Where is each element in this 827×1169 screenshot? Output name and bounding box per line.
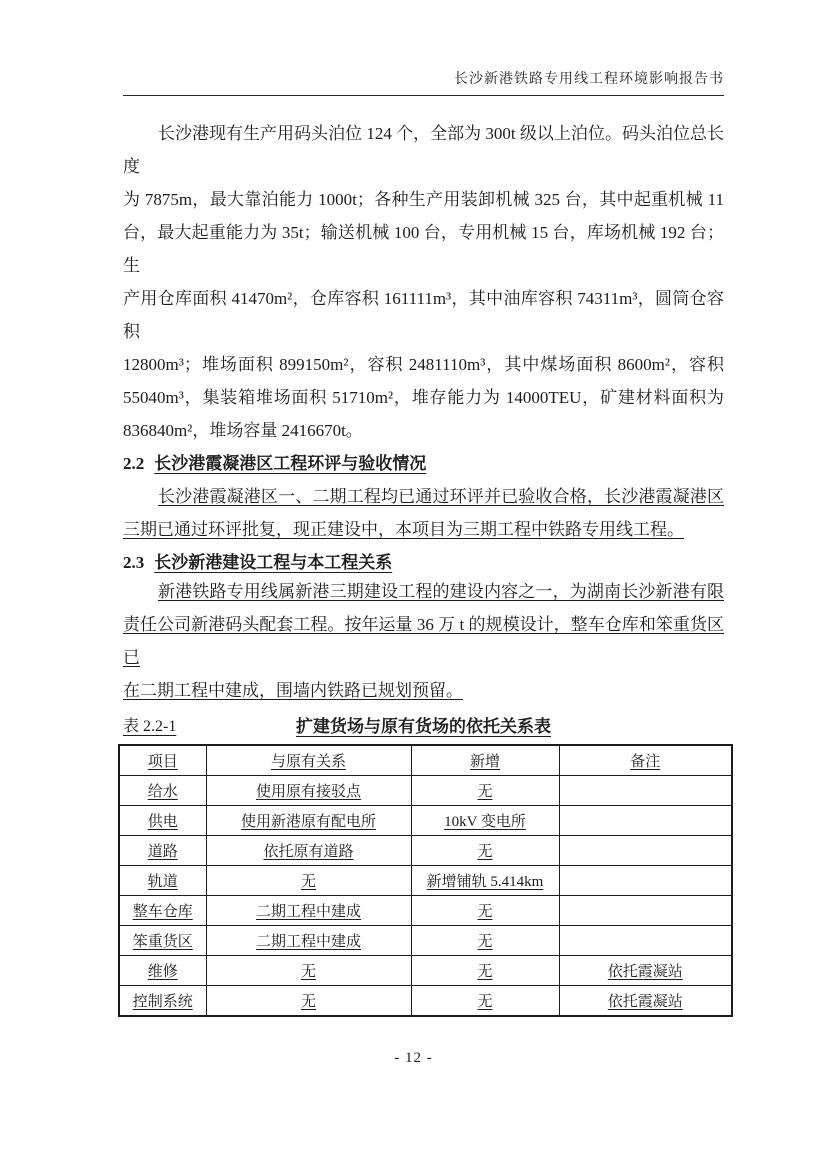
paragraph-port-status [123, 117, 724, 447]
table-caption-label: 表 2.2-1 [123, 718, 177, 735]
paragraph-2-3 [123, 575, 724, 707]
table-caption [123, 713, 724, 741]
table-cell [559, 866, 732, 896]
relationship-table [118, 744, 733, 1017]
table-row [119, 836, 732, 866]
table-cell: 供电 [119, 806, 206, 836]
table-row [119, 776, 732, 806]
table-row [119, 866, 732, 896]
table-cell: 10kV 变电所 [411, 806, 559, 836]
table-cell [559, 806, 732, 836]
table-caption-title: 扩建货场与原有货场的依托关系表 [296, 717, 551, 736]
table-cell [559, 926, 732, 956]
body-line: 为 7875m，最大靠泊能力 1000t；各种生产用装卸机械 325 台，其中起重机械 11 [123, 190, 724, 209]
table-cell: 控制系统 [119, 986, 206, 1017]
table-cell: 轨道 [119, 866, 206, 896]
table-cell: 无 [411, 896, 559, 926]
table-cell: 给水 [119, 776, 206, 806]
paragraph-2-2 [123, 480, 724, 546]
table-cell: 无 [206, 956, 411, 986]
body-line: 长沙港霞凝港区一、二期工程均已通过环评并已验收合格，长沙港霞凝港区 [158, 487, 724, 506]
table-header-cell: 与原有关系 [206, 745, 411, 776]
table-cell [559, 776, 732, 806]
page-header [123, 70, 724, 96]
table-cell: 无 [411, 986, 559, 1017]
body-line: 三期已通过环评批复，现正建设中，本项目为三期工程中铁路专用线工程。 [123, 520, 684, 539]
body-line: 长沙港现有生产用码头泊位 124 个，全部为 300t 级以上泊位。码头泊位总长度 [123, 124, 724, 176]
heading-title: 长沙新港建设工程与本工程关系 [154, 553, 393, 572]
table-header-cell: 备注 [559, 745, 732, 776]
table-cell: 无 [411, 776, 559, 806]
table-cell: 二期工程中建成 [206, 926, 411, 956]
table-cell: 使用新港原有配电所 [206, 806, 411, 836]
header-title: 长沙新港铁路专用线工程环境影响报告书 [454, 72, 724, 87]
body-line: 836840m²，堆场容量 2416670t。 [123, 421, 363, 440]
heading-title: 长沙港霞凝港区工程环评与验收情况 [154, 454, 427, 473]
table-row [119, 896, 732, 926]
table-cell: 使用原有接驳点 [206, 776, 411, 806]
table-cell: 无 [411, 836, 559, 866]
table-cell: 依托原有道路 [206, 836, 411, 866]
table-cell: 无 [206, 986, 411, 1017]
heading-number: 2.3 [123, 553, 145, 572]
table-row [119, 986, 732, 1017]
page-number: - 12 - [394, 1050, 433, 1066]
table-cell: 无 [411, 926, 559, 956]
table-cell: 笨重货区 [119, 926, 206, 956]
body-line: 责任公司新港码头配套工程。按年运量 36 万 t 的规模设计，整车仓库和笨重货区已 [123, 615, 724, 667]
table-cell: 无 [411, 956, 559, 986]
table-cell: 依托霞凝站 [559, 986, 732, 1017]
heading-number: 2.2 [123, 454, 145, 473]
table-cell: 依托霞凝站 [559, 956, 732, 986]
body-line: 新港铁路专用线属新港三期建设工程的建设内容之一，为湖南长沙新港有限 [158, 582, 724, 601]
body-line: 产用仓库面积 41470m²，仓库容积 161111m³，其中油库容积 74311m³，圆筒仓容积 [123, 289, 724, 341]
table-cell: 新增铺轨 5.414km [411, 866, 559, 896]
table-cell: 无 [206, 866, 411, 896]
table-cell: 整车仓库 [119, 896, 206, 926]
table-cell: 二期工程中建成 [206, 896, 411, 926]
table-cell [559, 836, 732, 866]
table-cell [559, 896, 732, 926]
table-header-cell: 新增 [411, 745, 559, 776]
body-line: 55040m³，集装箱堆场面积 51710m²，堆存能力为 14000TEU，矿建材料面积为 [123, 388, 724, 407]
body-line: 在二期工程中建成，围墙内铁路已规划预留。 [123, 681, 463, 700]
table-row [119, 926, 732, 956]
table-cell: 道路 [119, 836, 206, 866]
table-header-cell: 项目 [119, 745, 206, 776]
heading-2-2 [123, 447, 724, 480]
body-line: 台，最大起重能力为 35t；输送机械 100 台，专用机械 15 台，库场机械 192 台；生 [123, 223, 724, 275]
table-row [119, 806, 732, 836]
document-body [123, 117, 724, 1017]
body-line: 12800m³；堆场面积 899150m²，容积 2481110m³，其中煤场面积 8600m²，容积 [123, 355, 724, 374]
table-cell: 维修 [119, 956, 206, 986]
table-row [119, 956, 732, 986]
table-header-row [119, 745, 732, 776]
